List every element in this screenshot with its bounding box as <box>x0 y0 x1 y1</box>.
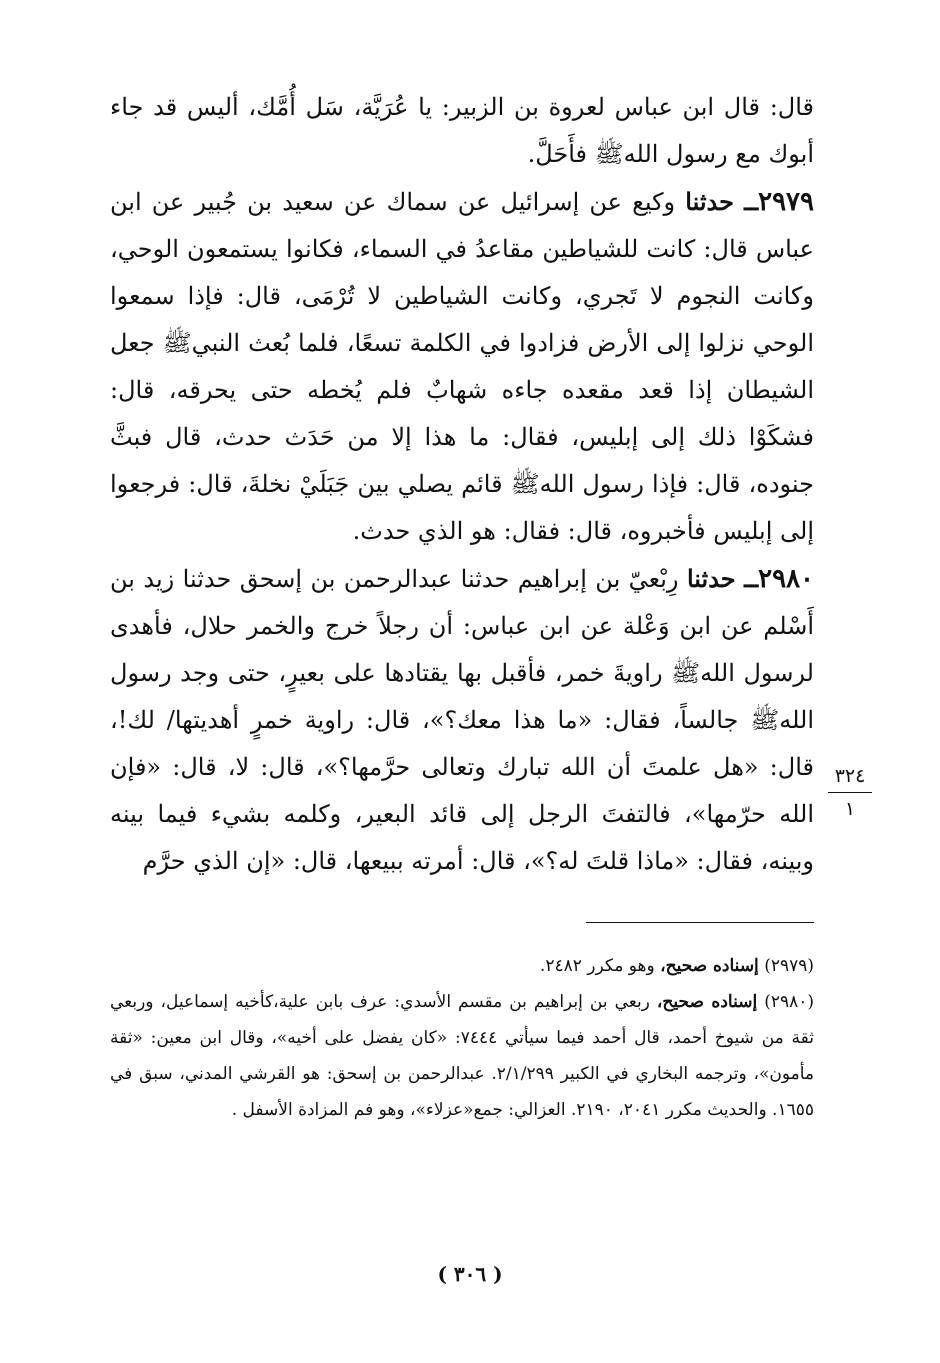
footnotes-block <box>110 948 814 1128</box>
hadith-keyword: حدثنا <box>686 564 736 593</box>
footnote-2979 <box>110 948 814 984</box>
page-number: ( ٣٠٦ ) <box>437 1262 503 1286</box>
hadith-number: ٢٩٨٠ <box>758 564 814 594</box>
hadith-separator: ــ <box>744 187 759 216</box>
hadith-number: ٢٩٧٩ <box>758 187 814 217</box>
footnote-2980 <box>110 984 814 1128</box>
footnote-keyword: إسناده صحيح، <box>660 956 759 976</box>
hadith-separator: ــ <box>744 564 759 593</box>
hadith-text: رِبْعيّ بن إبراهيم حدثنا عبدالرحمن بن إسحق حدثنا زيد بن أَسْلم عن ابن وَعْلة عن ابن عباس: أن رجلاً خرج والخمر حلال، فأهدى لرسول اللهﷺ راويةَ خمر، فأقبل بها يقتادها على بعيرٍ، حتى وجد رسول اللهﷺ جالساً، فقال: «ما هذا معك؟»، قال: راوية خمرٍ أهديتها/ لك!، قال: «هل علمتَ أن الله تبارك وتعالى حرَّمها؟»، قال: لا، قال: «فإن الله حرّمها»، فالتفتَ الرجل إلى قائد البعير، وكلمه بشيء فيما بينه وبينه، فقال: «ماذا قلتَ له؟»، قال: أمرته ببيعها، قال: «إن الذي حرَّم <box>110 565 814 875</box>
margin-ref-bottom: ١ <box>844 798 856 820</box>
footnote-number: (٢٩٧٩) <box>764 956 814 976</box>
footnote-number: (٢٩٨٠) <box>764 992 815 1012</box>
footnote-text: وهو مكرر ٢٤٨٢. <box>539 956 655 976</box>
main-text-block <box>110 84 814 885</box>
hadith-text: وكيع عن إسرائيل عن سماك عن سعيد بن جُبير عن ابن عباس قال: كانت للشياطين مقاعدُ في السماء، فكانوا يستمعون الوحي، وكانت النجوم لا تَجري، وكانت الشياطين لا تُرْمَى، قال: فإذا سمعوا الوحي نزلوا إلى الأرض فزادوا في الكلمة تسعًا، فلما بُعث النبيﷺ جعل الشيطان إذا قعد مقعده جاءه شهابٌ فلم يُخطه حتى يحرقه، قال: فشكَوْا ذلك إلى إبليس، فقال: ما هذا إلا من حَدَث حدث، قال فبثَّ جنوده، قال: فإذا رسول اللهﷺ قائم يصلي بين جَبَلَيْ نخلةَ، قال: فرجعوا إلى إبليس فأخبروه، قال: فقال: هو الذي حدث. <box>110 188 814 545</box>
hadith-keyword: حدثنا <box>685 187 734 216</box>
margin-ref-top: ٣٢٤ <box>828 764 872 793</box>
margin-page-reference <box>828 764 872 821</box>
footnote-keyword: إسناده صحيح، <box>656 992 758 1012</box>
hadith-2980 <box>110 555 814 885</box>
footnote-text: ربعي بن إبراهيم بن مقسم الأسدي: عرف بابن علية،كأخيه إسماعيل، وربعي ثقة من شيوخ أحمد، قال أحمد فيما سيأتي ٧٤٤٤: «كان يفضل على أخيه»، وقال ابن معين: «ثقة مأمون»، وترجمه البخاري في الكبير ٢/١/٢٩٩. عبدالرحمن بن إسحق: هو القرشي المدني، سبق في ١٦٥٥. والحديث مكرر ٢٠٤١، ٢١٩٠. العزالي: جمع«عزلاء»، وهو فم المزادة الأسفل . <box>110 992 815 1120</box>
hadith-2979 <box>110 178 814 555</box>
paragraph-continuation: قال: قال ابن عباس لعروة بن الزبير: يا عُرَيَّة، سَل أُمَّك، أليس قد جاء أبوك مع رسول اللهﷺ فأَحَلَّ. <box>110 93 814 168</box>
footnote-separator <box>586 922 814 923</box>
